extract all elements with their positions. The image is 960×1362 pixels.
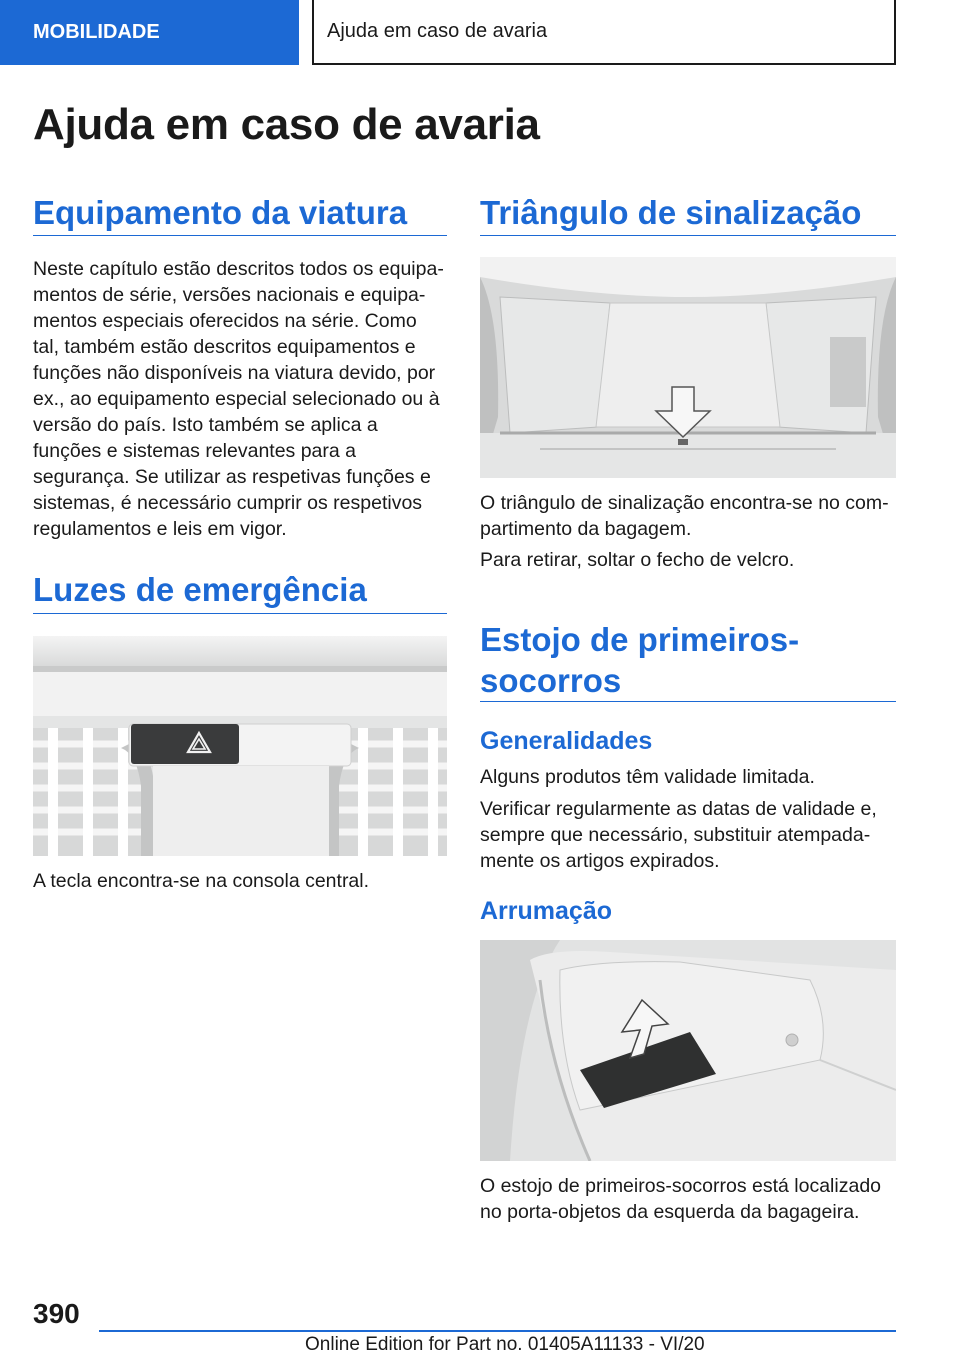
section-label: MOBILIDADE (33, 21, 160, 43)
section-tab (0, 0, 299, 65)
page-title: Ajuda em caso de avaria (33, 100, 540, 149)
hazard-caption: A tecla encontra-se na consola central. (33, 870, 370, 892)
trunk-triangle-figure (480, 257, 896, 478)
equipment-text: Neste capítulo estão descritos todos os equipamentos de série, versões nacionais e equipamentos especiais oferecidos na série. Como tal, também estão descritos equipamentos e funções não disponíveis na viatura devido, por ex., ao equipamento especial selecionado ou à versão do país. Isto também se aplica a funções e sistemas relevantes para a segurança. Se utilizar as respetivas funções e sistemas, é necessário cumprir os respetivos regulamentos e leis em vigor. (33, 258, 444, 540)
edition-note: Online Edition for Part no. 01405A11133 - VI/20 (305, 1334, 705, 1355)
hazard-button-figure (33, 636, 447, 856)
heading-storage: Arrumação (480, 897, 612, 925)
storage-text: O estojo de primeiros-socorros está localizado no porta-objetos da esquerda da bagageira. (480, 1175, 882, 1223)
footer-divider (99, 1330, 896, 1332)
heading-warning-triangle: Triângulo de sinalização (480, 192, 896, 236)
heading-hazard-lights: Luzes de emergência (33, 569, 447, 614)
general-text-check: Verificar regularmente as datas de validade e, sempre que necessário, substituir atempadamente os artigos expirados. (480, 798, 877, 872)
page-number: 390 (33, 1298, 80, 1329)
first-aid-heading-text: Estojo de primeiros-socorros (480, 621, 800, 699)
chapter-label: Ajuda em caso de avaria (327, 20, 548, 42)
heading-first-aid-kit (480, 619, 896, 702)
chapter-tab (312, 0, 896, 65)
general-text-validity: Alguns produtos têm validade limitada. (480, 766, 815, 788)
first-aid-storage-figure (480, 940, 896, 1161)
triangle-text-removal: Para retirar, soltar o fecho de velcro. (480, 549, 795, 571)
heading-general: Generalidades (480, 727, 653, 755)
heading-equipment: Equipamento da viatura (33, 192, 447, 236)
triangle-text-location: O triângulo de sinalização encontra-se no compartimento da bagagem. (480, 492, 889, 540)
